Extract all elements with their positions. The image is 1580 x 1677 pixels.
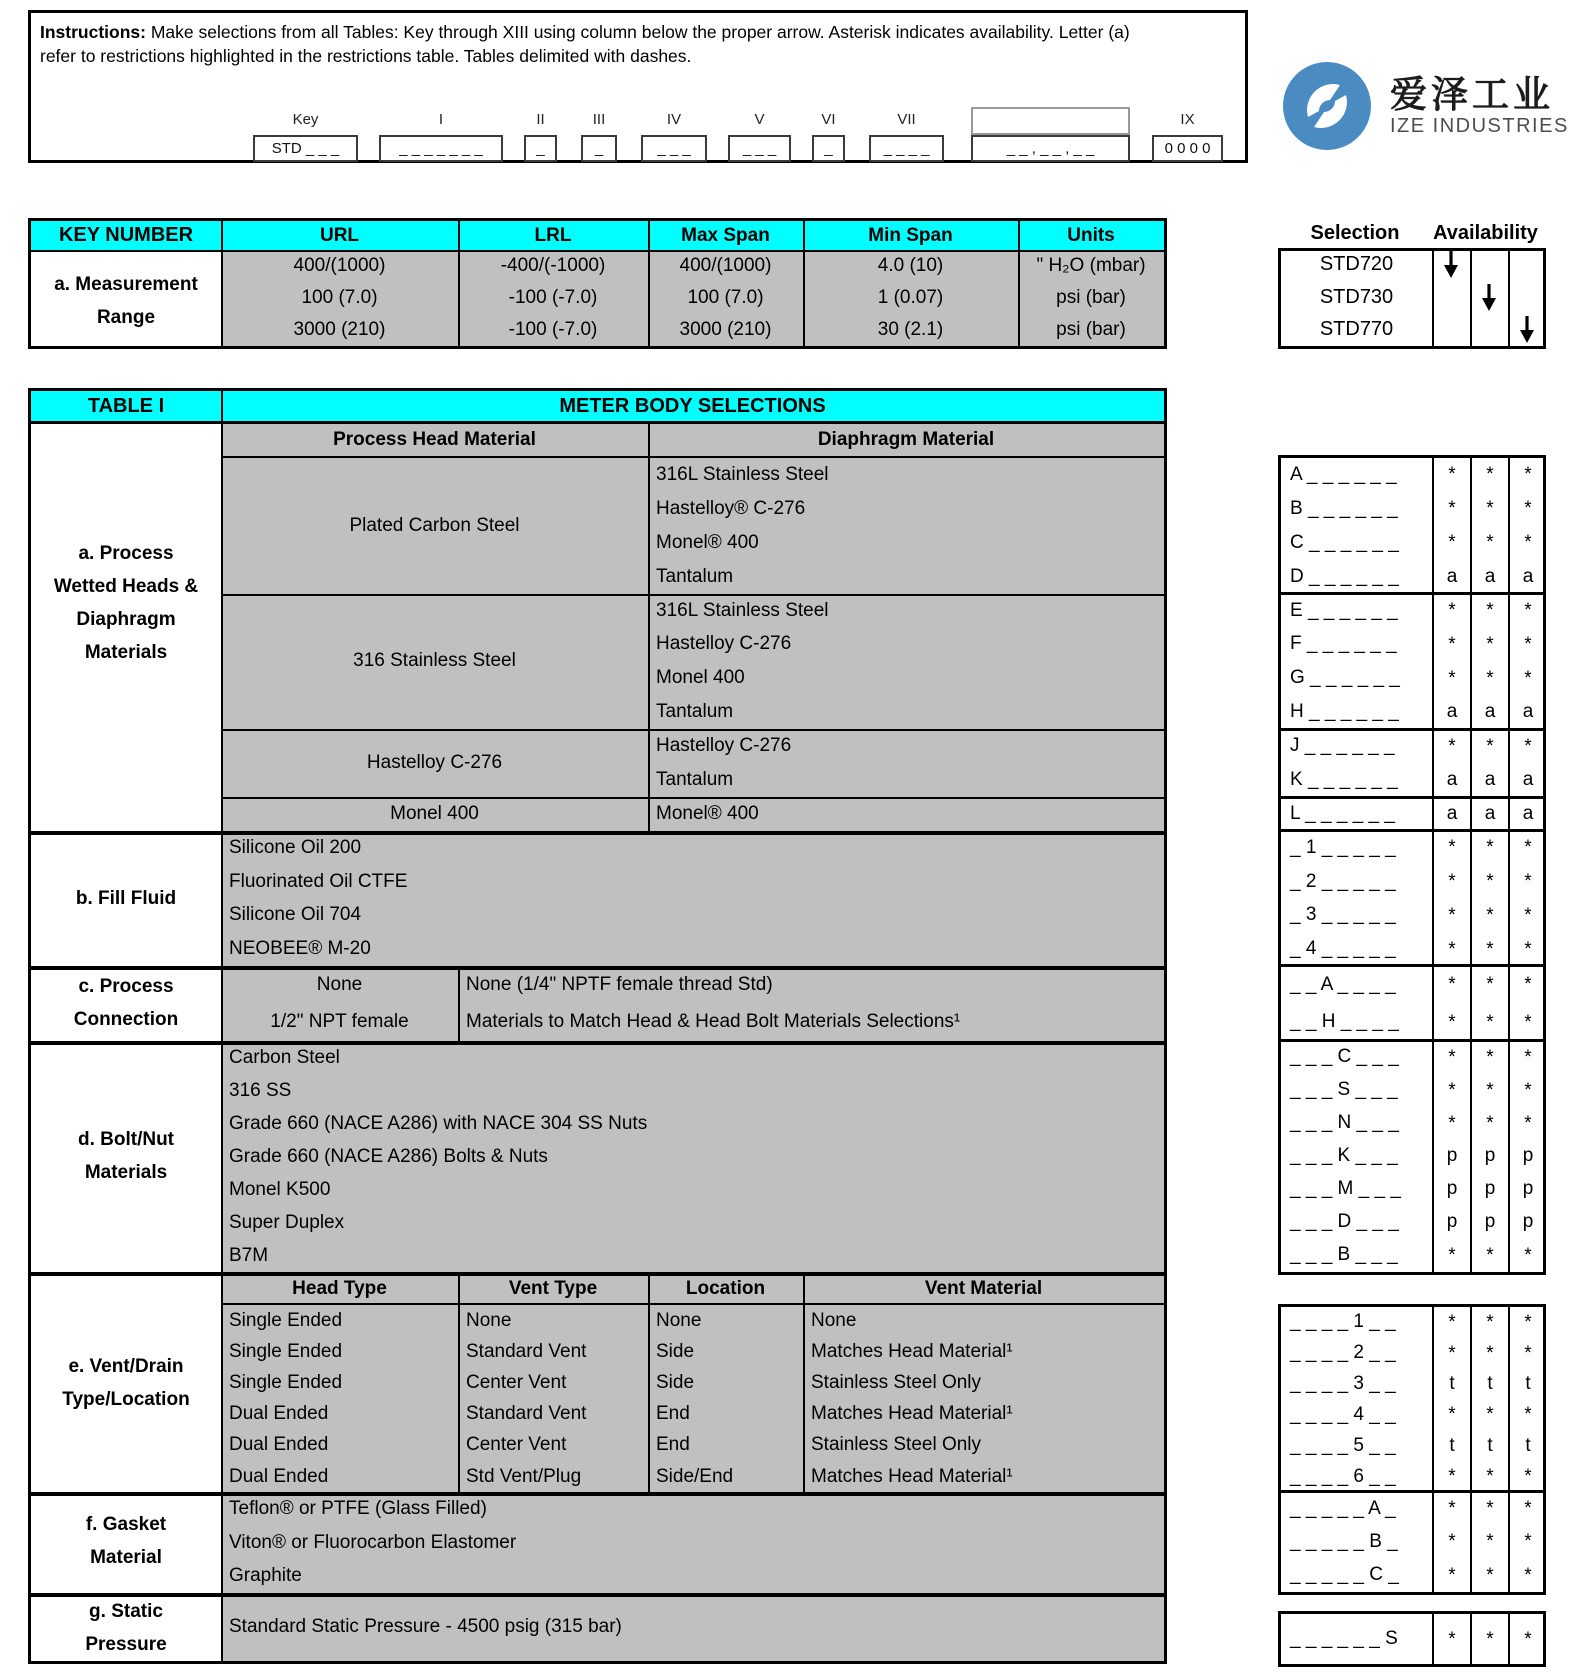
availability-mark: * bbox=[1524, 498, 1532, 520]
availability-code: _ 3 _ _ _ _ _ bbox=[1290, 904, 1396, 926]
key-segment-label: I bbox=[438, 110, 444, 128]
process-connection-right: None (1/4" NPTF female thread Std) bbox=[466, 973, 773, 995]
key-hyphen bbox=[510, 135, 518, 162]
availability-mark: t bbox=[1449, 1373, 1455, 1395]
vent-row-cell: Center Vent bbox=[466, 1371, 567, 1393]
vent-row-cell: Std Vent/Plug bbox=[466, 1465, 582, 1487]
measurement-row-cell: -400/(-1000) bbox=[500, 255, 606, 276]
availability-mark: p bbox=[1446, 1178, 1458, 1200]
bolt-nut-item: Grade 660 (NACE A286) with NACE 304 SS Nuts bbox=[229, 1112, 648, 1134]
availability-code: _ _ _ _ 2 _ _ bbox=[1290, 1342, 1396, 1364]
selection-model: STD730 bbox=[1319, 285, 1394, 308]
availability-mark: * bbox=[1448, 1628, 1456, 1650]
process-head-cell: Hastelloy C-276 bbox=[366, 752, 503, 774]
diaphragm-item: Hastelloy® C-276 bbox=[656, 497, 806, 519]
measurement-row-cell: 3000 (210) bbox=[679, 319, 772, 340]
key-hyphen bbox=[954, 135, 962, 162]
instructions-paragraph bbox=[40, 20, 1145, 68]
static-pressure-item: Standard Static Pressure - 4500 psig (315 bar) bbox=[229, 1616, 622, 1637]
availability-mark: * bbox=[1524, 1112, 1532, 1134]
key-hyphen bbox=[798, 135, 806, 162]
key-segment-box: _ _ , _ _ , _ _ bbox=[971, 135, 1130, 162]
availability-mark: * bbox=[1448, 938, 1456, 960]
vent-row-cell: Stainless Steel Only bbox=[811, 1434, 982, 1456]
availability-mark: * bbox=[1486, 633, 1494, 655]
measurement-row-cell: psi (bar) bbox=[1056, 287, 1126, 308]
availability-mark: * bbox=[1524, 904, 1532, 926]
availability-mark: * bbox=[1448, 1404, 1456, 1426]
availability-code: _ _ _ D _ _ _ bbox=[1290, 1211, 1399, 1233]
vent-row-cell: Single Ended bbox=[229, 1340, 343, 1362]
diaphragm-item: Tantalum bbox=[656, 701, 734, 723]
key-segment-label: VI bbox=[821, 110, 836, 128]
availability-mark: * bbox=[1448, 633, 1456, 655]
vent-col-header: Location bbox=[685, 1277, 766, 1299]
instructions-label: Instructions: bbox=[40, 22, 146, 42]
fill-fluid-item: Silicone Oil 200 bbox=[229, 836, 362, 858]
availability-code: _ _ _ _ _ A _ bbox=[1290, 1497, 1396, 1519]
availability-mark: * bbox=[1524, 667, 1532, 689]
measurement-row-cell: 30 (2.1) bbox=[877, 319, 944, 340]
measurement-row-cell: 4.0 (10) bbox=[877, 255, 944, 276]
availability-mark: * bbox=[1448, 1564, 1456, 1586]
availability-code: _ _ _ C _ _ _ bbox=[1290, 1046, 1399, 1068]
availability-code: K _ _ _ _ _ _ bbox=[1290, 769, 1398, 791]
availability-mark: t bbox=[1525, 1373, 1531, 1395]
availability-code: F _ _ _ _ _ _ bbox=[1290, 633, 1397, 655]
gasket-item: Graphite bbox=[229, 1565, 302, 1587]
availability-code: H _ _ _ _ _ _ bbox=[1290, 701, 1399, 723]
section-c-label: c. Process bbox=[78, 975, 174, 997]
availability-box-frame bbox=[1278, 455, 1546, 1275]
vent-row-cell: Side/End bbox=[656, 1465, 734, 1487]
availability-code: _ 2 _ _ _ _ _ bbox=[1290, 870, 1396, 892]
availability-code: C _ _ _ _ _ _ bbox=[1290, 531, 1399, 553]
process-head-cell: Plated Carbon Steel bbox=[349, 514, 520, 536]
key-segment-label: III bbox=[592, 110, 606, 128]
key-number-header-cell: Max Span bbox=[681, 224, 770, 246]
vent-row-cell: Dual Ended bbox=[229, 1465, 329, 1487]
availability-code: _ 1 _ _ _ _ _ bbox=[1290, 836, 1396, 858]
process-connection-left: None bbox=[316, 973, 363, 995]
diaphragm-item: 316L Stainless Steel bbox=[656, 599, 829, 621]
availability-mark: * bbox=[1448, 1531, 1456, 1553]
measurement-range-label: Range bbox=[96, 306, 156, 328]
section-g-label: g. Static bbox=[89, 1600, 163, 1622]
availability-mark: * bbox=[1524, 1079, 1532, 1101]
logo-english-text: IZE INDUSTRIES bbox=[1390, 114, 1569, 137]
availability-mark: * bbox=[1486, 1466, 1494, 1488]
availability-code: _ _ _ M _ _ _ bbox=[1290, 1178, 1401, 1200]
availability-mark: * bbox=[1448, 974, 1456, 996]
availability-mark: a bbox=[1484, 802, 1496, 824]
availability-mark: * bbox=[1486, 904, 1494, 926]
availability-mark: * bbox=[1448, 600, 1456, 622]
availability-mark: * bbox=[1486, 735, 1494, 757]
vent-row-cell: None bbox=[466, 1309, 512, 1331]
key-hyphen bbox=[1137, 135, 1145, 162]
availability-mark: p bbox=[1446, 1211, 1458, 1233]
vent-row-cell: Matches Head Material¹ bbox=[811, 1465, 1013, 1487]
diaphragm-item: Monel® 400 bbox=[656, 802, 759, 824]
key-hyphen bbox=[365, 135, 373, 162]
diaphragm-item: Hastelloy C-276 bbox=[656, 633, 792, 655]
key-segment-label: VII bbox=[897, 110, 916, 128]
bolt-nut-item: Super Duplex bbox=[229, 1211, 345, 1233]
availability-mark: * bbox=[1524, 1244, 1532, 1266]
availability-mark: p bbox=[1522, 1178, 1534, 1200]
availability-mark: * bbox=[1486, 1564, 1494, 1586]
availability-mark: * bbox=[1448, 1046, 1456, 1068]
measurement-row-cell: 1 (0.07) bbox=[877, 287, 944, 308]
availability-mark: * bbox=[1486, 1079, 1494, 1101]
vent-row-cell: Stainless Steel Only bbox=[811, 1371, 982, 1393]
availability-mark: p bbox=[1484, 1178, 1496, 1200]
availability-mark: * bbox=[1486, 600, 1494, 622]
section-f-label: Material bbox=[90, 1546, 162, 1568]
key-segment-label: IV bbox=[666, 110, 682, 128]
measurement-range-label: a. Measurement bbox=[54, 273, 198, 295]
availability-mark: * bbox=[1524, 1311, 1532, 1333]
bolt-nut-item: Carbon Steel bbox=[229, 1046, 340, 1068]
vent-row-cell: Standard Vent bbox=[466, 1340, 587, 1362]
diaphragm-item: Tantalum bbox=[656, 769, 734, 791]
availability-code: _ _ _ _ _ _ S bbox=[1290, 1628, 1398, 1649]
availability-code: _ _ _ B _ _ _ bbox=[1290, 1244, 1398, 1266]
availability-box-frame bbox=[1278, 1304, 1546, 1595]
availability-mark: a bbox=[1484, 701, 1496, 723]
availability-mark: * bbox=[1486, 1498, 1494, 1520]
availability-code: A _ _ _ _ _ _ bbox=[1290, 463, 1397, 485]
process-head-material-header: Process Head Material bbox=[333, 429, 536, 450]
vent-row-cell: Dual Ended bbox=[229, 1403, 329, 1425]
measurement-row-cell: " H₂O (mbar) bbox=[1036, 255, 1146, 276]
section-b-label: b. Fill Fluid bbox=[75, 887, 177, 909]
section-a-label: Diaphragm bbox=[76, 608, 176, 630]
availability-mark: a bbox=[1446, 701, 1458, 723]
vent-row-cell: Side bbox=[656, 1371, 695, 1393]
availability-mark: * bbox=[1524, 1564, 1532, 1586]
key-number-frame bbox=[28, 218, 1167, 349]
availability-mark: * bbox=[1524, 938, 1532, 960]
section-e-label: Type/Location bbox=[62, 1388, 190, 1410]
availability-code: _ 4 _ _ _ _ _ bbox=[1290, 938, 1396, 960]
table1-heading: METER BODY SELECTIONS bbox=[559, 394, 826, 417]
key-segment-box: _ _ _ _ _ _ _ bbox=[379, 135, 503, 162]
availability-code: _ _ _ S _ _ _ bbox=[1290, 1079, 1398, 1101]
availability-mark: * bbox=[1448, 1079, 1456, 1101]
availability-mark: * bbox=[1524, 1011, 1532, 1033]
availability-mark: * bbox=[1486, 1244, 1494, 1266]
availability-code: _ _ _ _ _ C _ bbox=[1290, 1564, 1399, 1586]
vent-row-cell: End bbox=[656, 1403, 690, 1425]
availability-mark: a bbox=[1522, 565, 1534, 587]
bolt-nut-item: Monel K500 bbox=[229, 1178, 331, 1200]
availability-mark: a bbox=[1522, 802, 1534, 824]
availability-code: _ _ _ N _ _ _ bbox=[1290, 1112, 1399, 1134]
availability-code: _ _ _ _ 5 _ _ bbox=[1290, 1434, 1396, 1456]
measurement-row-cell: 3000 (210) bbox=[293, 319, 386, 340]
vent-row-cell: None bbox=[811, 1309, 857, 1331]
key-number-header-cell: LRL bbox=[534, 224, 572, 246]
availability-mark: * bbox=[1524, 735, 1532, 757]
section-a-label: Materials bbox=[84, 641, 168, 663]
key-hyphen bbox=[565, 135, 573, 162]
ize-logo-icon bbox=[1283, 62, 1371, 150]
ize-logo bbox=[1283, 62, 1375, 154]
availability-mark: * bbox=[1524, 1628, 1532, 1650]
vent-col-header: Vent Material bbox=[924, 1277, 1043, 1299]
availability-mark: * bbox=[1486, 938, 1494, 960]
availability-mark: a bbox=[1484, 565, 1496, 587]
availability-mark: p bbox=[1484, 1211, 1496, 1233]
vent-col-header: Head Type bbox=[292, 1277, 387, 1299]
availability-mark: * bbox=[1486, 1311, 1494, 1333]
vent-row-cell: Side bbox=[656, 1340, 695, 1362]
key-segment-label: IX bbox=[1180, 110, 1195, 128]
availability-code: B _ _ _ _ _ _ bbox=[1290, 497, 1398, 519]
availability-mark: * bbox=[1486, 837, 1494, 859]
vent-row-cell: Standard Vent bbox=[466, 1403, 587, 1425]
availability-mark: * bbox=[1486, 1112, 1494, 1134]
availability-mark: * bbox=[1448, 667, 1456, 689]
availability-mark: * bbox=[1486, 667, 1494, 689]
availability-mark: a bbox=[1446, 565, 1458, 587]
availability-code: L _ _ _ _ _ _ bbox=[1290, 802, 1395, 824]
availability-mark: a bbox=[1484, 769, 1496, 791]
vent-row-cell: Matches Head Material¹ bbox=[811, 1340, 1013, 1362]
bolt-nut-item: B7M bbox=[229, 1244, 269, 1266]
diaphragm-item: Monel 400 bbox=[656, 667, 745, 689]
vent-row-cell: Matches Head Material¹ bbox=[811, 1403, 1013, 1425]
vent-col-header: Vent Type bbox=[508, 1277, 598, 1299]
availability-mark: * bbox=[1524, 1531, 1532, 1553]
availability-code: _ _ _ _ 6 _ _ bbox=[1290, 1465, 1396, 1487]
section-f-label: f. Gasket bbox=[85, 1513, 167, 1535]
process-connection-right: Materials to Match Head & Head Bolt Materials Selections¹ bbox=[466, 1011, 961, 1033]
availability-box-frame bbox=[1278, 1611, 1546, 1667]
availability-mark: t bbox=[1487, 1373, 1493, 1395]
process-connection-left: 1/2" NPT female bbox=[270, 1011, 409, 1033]
availability-code: _ _ A _ _ _ _ bbox=[1290, 973, 1396, 995]
key-number-header-cell: URL bbox=[319, 224, 360, 246]
measurement-row-cell: 400/(1000) bbox=[293, 255, 386, 276]
availability-code: _ _ _ K _ _ _ bbox=[1290, 1145, 1398, 1167]
diaphragm-material-header: Diaphragm Material bbox=[817, 429, 995, 450]
availability-mark: * bbox=[1486, 871, 1494, 893]
availability-mark: * bbox=[1448, 735, 1456, 757]
availability-mark: * bbox=[1448, 837, 1456, 859]
availability-mark: a bbox=[1446, 802, 1458, 824]
availability-mark: a bbox=[1522, 769, 1534, 791]
key-segment-box: _ _ _ bbox=[728, 135, 791, 162]
availability-mark: * bbox=[1486, 532, 1494, 554]
availability-mark: * bbox=[1524, 1342, 1532, 1364]
key-number-header-cell: Units bbox=[1067, 224, 1115, 246]
key-hyphen bbox=[853, 135, 861, 162]
availability-mark: * bbox=[1486, 1342, 1494, 1364]
availability-code: D _ _ _ _ _ _ bbox=[1290, 565, 1399, 587]
diaphragm-item: Tantalum bbox=[656, 565, 734, 587]
diaphragm-item: Hastelloy C-276 bbox=[656, 735, 792, 757]
availability-mark: * bbox=[1486, 1404, 1494, 1426]
section-c-label: Connection bbox=[73, 1008, 179, 1030]
key-segment-label: Key bbox=[292, 110, 319, 128]
availability-mark: * bbox=[1486, 974, 1494, 996]
availability-mark: * bbox=[1448, 904, 1456, 926]
availability-mark: * bbox=[1448, 1244, 1456, 1266]
fill-fluid-item: NEOBEE® M-20 bbox=[229, 938, 371, 960]
key-blank-rect bbox=[971, 107, 1130, 135]
key-segment-label: II bbox=[536, 110, 545, 128]
availability-code: _ _ _ _ 4 _ _ bbox=[1290, 1403, 1396, 1425]
availability-header: Availability bbox=[1433, 221, 1538, 244]
availability-mark: * bbox=[1524, 871, 1532, 893]
availability-mark: * bbox=[1524, 974, 1532, 996]
section-d-label: Materials bbox=[84, 1161, 168, 1183]
gasket-item: Viton® or Fluorocarbon Elastomer bbox=[229, 1531, 517, 1553]
availability-mark: * bbox=[1448, 1498, 1456, 1520]
section-e-label: e. Vent/Drain bbox=[68, 1355, 184, 1377]
key-segment-box: STD _ _ _ bbox=[253, 135, 358, 162]
availability-mark: * bbox=[1524, 464, 1532, 486]
availability-mark: * bbox=[1486, 1531, 1494, 1553]
availability-mark: p bbox=[1484, 1145, 1496, 1167]
availability-mark: * bbox=[1524, 1498, 1532, 1520]
availability-code: _ _ _ _ 1 _ _ bbox=[1290, 1311, 1396, 1333]
diaphragm-item: Monel® 400 bbox=[656, 531, 759, 553]
key-number-header-cell: Min Span bbox=[868, 224, 953, 246]
vent-row-cell: Single Ended bbox=[229, 1309, 343, 1331]
availability-mark: a bbox=[1522, 701, 1534, 723]
fill-fluid-item: Fluorinated Oil CTFE bbox=[229, 870, 408, 892]
key-segment-box: _ bbox=[524, 135, 557, 162]
measurement-row-cell: 100 (7.0) bbox=[687, 287, 764, 308]
availability-mark: * bbox=[1448, 1342, 1456, 1364]
availability-mark: * bbox=[1448, 1112, 1456, 1134]
vent-row-cell: Single Ended bbox=[229, 1371, 343, 1393]
availability-code: _ _ _ _ _ B _ bbox=[1290, 1530, 1398, 1552]
section-a-label: Wetted Heads & bbox=[53, 575, 199, 597]
key-segment-label: V bbox=[754, 110, 765, 128]
availability-mark: t bbox=[1487, 1434, 1493, 1456]
availability-mark: * bbox=[1524, 1404, 1532, 1426]
availability-mark: * bbox=[1448, 532, 1456, 554]
table1-frame bbox=[28, 388, 1167, 1664]
bolt-nut-item: Grade 660 (NACE A286) Bolts & Nuts bbox=[229, 1145, 548, 1167]
availability-mark: * bbox=[1486, 1046, 1494, 1068]
availability-mark: * bbox=[1524, 1466, 1532, 1488]
availability-mark: * bbox=[1486, 1628, 1494, 1650]
selection-header: Selection bbox=[1310, 221, 1400, 244]
availability-code: E _ _ _ _ _ _ bbox=[1290, 599, 1398, 621]
section-a-label: a. Process bbox=[78, 542, 174, 564]
key-hyphen bbox=[625, 135, 633, 162]
key-number-title: KEY NUMBER bbox=[58, 224, 194, 246]
process-head-cell: 316 Stainless Steel bbox=[353, 650, 516, 672]
availability-mark: * bbox=[1524, 837, 1532, 859]
key-hyphen bbox=[714, 135, 722, 162]
table1-title: TABLE I bbox=[87, 394, 165, 417]
availability-mark: * bbox=[1486, 1011, 1494, 1033]
availability-mark: * bbox=[1524, 600, 1532, 622]
availability-code: _ _ H _ _ _ _ bbox=[1290, 1011, 1399, 1033]
measurement-row-cell: 100 (7.0) bbox=[301, 287, 378, 308]
availability-mark: p bbox=[1522, 1211, 1534, 1233]
availability-mark: * bbox=[1524, 1046, 1532, 1068]
availability-mark: * bbox=[1448, 498, 1456, 520]
availability-mark: * bbox=[1486, 498, 1494, 520]
diaphragm-item: 316L Stainless Steel bbox=[656, 463, 829, 485]
availability-code: G _ _ _ _ _ _ bbox=[1290, 667, 1400, 689]
fill-fluid-item: Silicone Oil 704 bbox=[229, 904, 362, 926]
selection-frame bbox=[1278, 248, 1546, 349]
measurement-row-cell: -100 (-7.0) bbox=[508, 319, 598, 340]
availability-mark: * bbox=[1524, 633, 1532, 655]
selection-model: STD770 bbox=[1319, 318, 1394, 341]
bolt-nut-item: 316 SS bbox=[229, 1079, 292, 1101]
key-segment-box: _ _ _ _ bbox=[869, 135, 944, 162]
gasket-item: Teflon® or PTFE (Glass Filled) bbox=[229, 1497, 487, 1519]
availability-mark: p bbox=[1446, 1145, 1458, 1167]
vent-row-cell: Dual Ended bbox=[229, 1434, 329, 1456]
instructions-text: Make selections from all Tables: Key through XIII using column below the proper arrow. Asterisk indicates availability. Letter (a) refer to restrictions highlighted in the restrictions table. Tables delimited with dashes. bbox=[40, 22, 1130, 66]
availability-mark: * bbox=[1448, 1466, 1456, 1488]
measurement-row-cell: -100 (-7.0) bbox=[508, 287, 598, 308]
key-segment-box: _ bbox=[581, 135, 617, 162]
selection-model: STD720 bbox=[1319, 252, 1394, 275]
vent-row-cell: None bbox=[656, 1309, 702, 1331]
key-segment-box: 0 0 0 0 bbox=[1152, 135, 1223, 162]
vent-row-cell: Center Vent bbox=[466, 1434, 567, 1456]
measurement-row-cell: 400/(1000) bbox=[679, 255, 772, 276]
key-segment-box: _ _ _ bbox=[641, 135, 707, 162]
availability-mark: * bbox=[1448, 464, 1456, 486]
availability-mark: * bbox=[1448, 871, 1456, 893]
logo-chinese-text: 爱泽工业 bbox=[1390, 74, 1554, 115]
availability-mark: t bbox=[1449, 1434, 1455, 1456]
availability-code: _ _ _ _ 3 _ _ bbox=[1290, 1373, 1396, 1395]
availability-mark: a bbox=[1446, 769, 1458, 791]
availability-code: J _ _ _ _ _ _ bbox=[1290, 735, 1395, 757]
availability-mark: * bbox=[1486, 464, 1494, 486]
section-d-label: d. Bolt/Nut bbox=[77, 1128, 175, 1150]
vent-row-cell: End bbox=[656, 1434, 690, 1456]
availability-mark: p bbox=[1522, 1145, 1534, 1167]
availability-mark: * bbox=[1448, 1011, 1456, 1033]
availability-mark: * bbox=[1448, 1311, 1456, 1333]
process-head-cell: Monel 400 bbox=[390, 802, 479, 824]
key-segment-box: _ bbox=[812, 135, 845, 162]
availability-mark: t bbox=[1525, 1434, 1531, 1456]
section-g-label: Pressure bbox=[85, 1633, 167, 1655]
availability-mark: * bbox=[1524, 532, 1532, 554]
measurement-row-cell: psi (bar) bbox=[1056, 319, 1126, 340]
